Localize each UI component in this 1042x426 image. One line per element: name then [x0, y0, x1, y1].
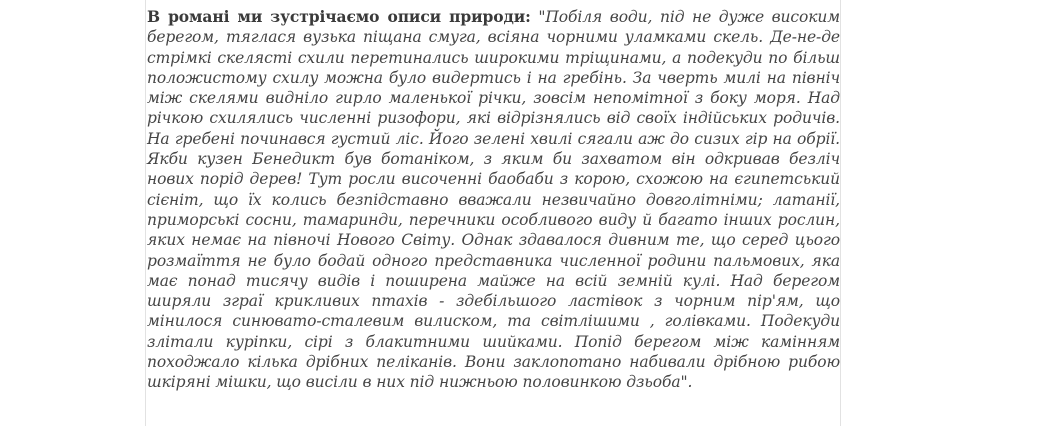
nature-description-quote: "Побіля води, під не дуже високим берегом, тяглася вузька піщана смуга, всіяна чорними уламками скель. Де-не-де стрімкі скелясті схили перетинались широкими тріщинами, а подекуди по більш положистому схилу можна було видертись і на гребінь. За чверть милі на північ між скелями видніло гирло маленької річки, зовсім непомітної з боку моря. Над річкою схилялись численні ризофори, які відрізнялись від своїх індійських родичів. На гребені починався густий ліс. Його зелені хвилі сягали аж до сизих гір на обрії. Якби кузен Бенедикт був ботаніком, з яким би захватом він одкривав безліч нових порід дерев! Тут росли височенні баобаби з корою, схожою на єгипетський сієніт, що їх колись безпідставно вважали незвичайно довголітніми; латанії, приморські сосни, тамаринди, перечники особливого виду й багато інших рослин, яких немає на півночі Нового Світу. Однак здавалося дивним те, що серед цього розмаїття не було бодай одного представника численної родини пальмових, яка має понад тисячу видів і поширена майже на всій земній кулі. Над берегом ширяли зграї крикливих птахів - здебільшого ластівок з чорним пір'ям, що мінилося синювато-сталевим вилиском, та світлішими , голівками. Подекуди злітали куріпки, сірі з блакитними шийками. Попід берегом між камінням походжало кілька дрібних пеліканів. Вони заклопотано набивали дрібною рибою шкіряні мішки, що висіли в них під нижньою половинкою дзьоба". — [147, 8, 841, 392]
article-paragraph — [147, 7, 840, 393]
lead-text: В романі ми зустрічаємо описи природи: — [147, 7, 531, 26]
content-column — [145, 0, 841, 426]
